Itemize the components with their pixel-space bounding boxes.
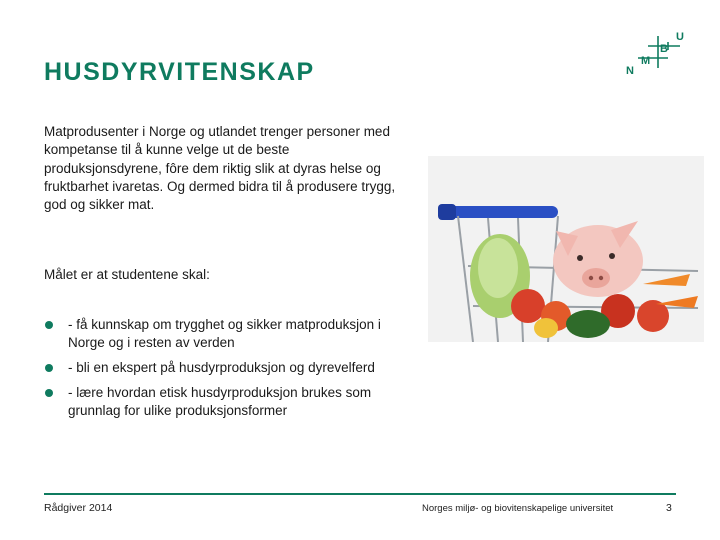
footer-left-text: Rådgiver 2014 bbox=[44, 502, 113, 514]
footer-divider bbox=[44, 493, 676, 495]
goal-bullet-list bbox=[44, 316, 404, 427]
bullet-icon bbox=[45, 321, 53, 329]
bullet-item bbox=[44, 359, 404, 377]
nmbu-logo bbox=[624, 28, 686, 80]
bullet-text: - få kunnskap om trygghet og sikker matproduksjon i Norge og i resten av verden bbox=[68, 317, 381, 350]
bullet-item bbox=[44, 316, 404, 352]
page-number: 3 bbox=[666, 502, 672, 514]
pig-in-shopping-cart-photo bbox=[428, 156, 704, 342]
bullet-icon bbox=[45, 389, 53, 397]
bullet-text: - bli en ekspert på husdyrproduksjon og dyrevelferd bbox=[68, 360, 375, 375]
logo-letter-u: U bbox=[676, 31, 684, 43]
bullet-item bbox=[44, 384, 404, 420]
footer-institution-name: Norges miljø- og biovitenskapelige universitet bbox=[422, 503, 614, 514]
bullet-text: - lære hvordan etisk husdyrproduksjon brukes som grunnlag for ulike produksjonsformer bbox=[68, 385, 372, 418]
bullet-icon bbox=[45, 364, 53, 372]
goal-lead-text: Målet er at studentene skal: bbox=[44, 267, 210, 282]
slide-title: HUSDYRVITENSKAP bbox=[44, 58, 315, 86]
logo-letter-b: B bbox=[660, 43, 668, 55]
logo-letter-n: N bbox=[626, 65, 634, 77]
logo-letter-m: M bbox=[641, 55, 651, 67]
intro-paragraph: Matprodusenter i Norge og utlandet trenger personer med kompetanse til å kunne velge ut de beste produksjonsdyrene, fôre dem riktig slik at dyras helse og fruktbarhet ivaretas. Og dermed bidra til å produsere trygg, god og sikker mat. bbox=[44, 124, 396, 213]
